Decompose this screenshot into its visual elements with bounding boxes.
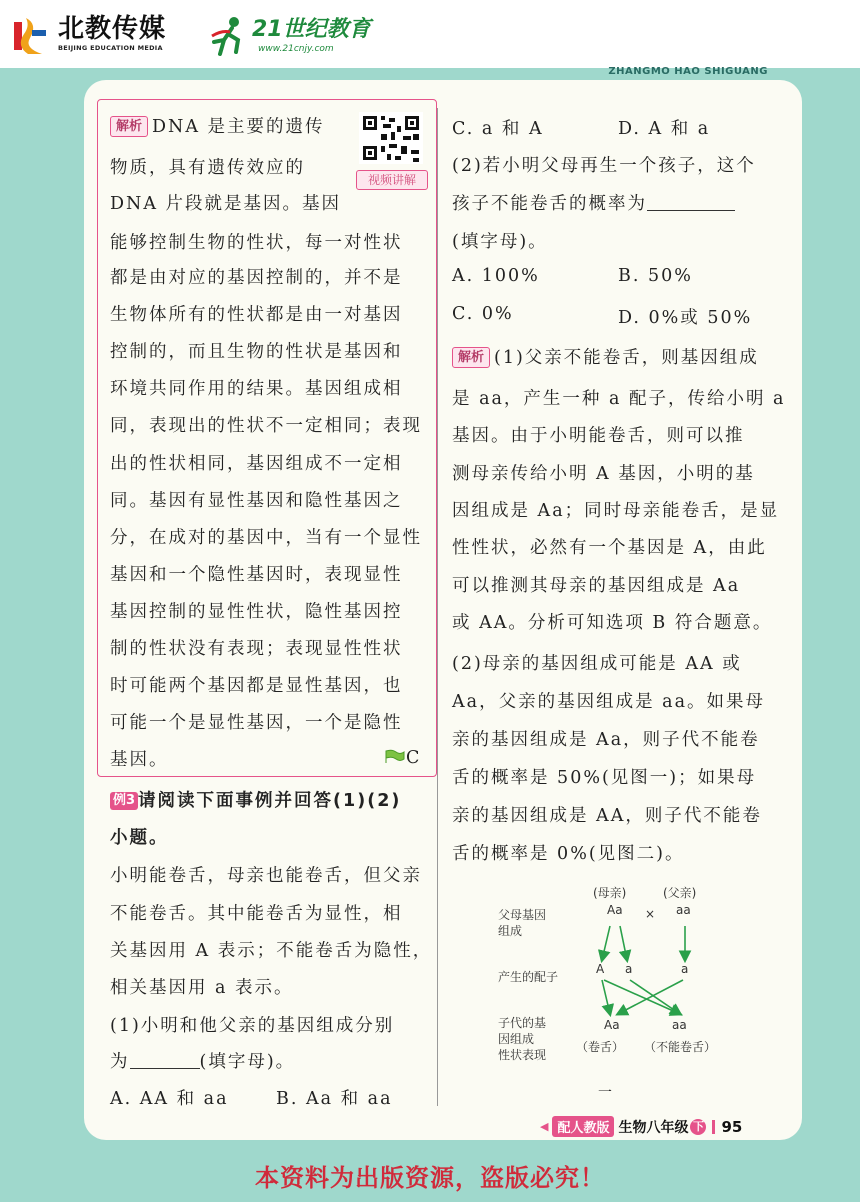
video-lecture-label[interactable]: 视频讲解 bbox=[356, 170, 428, 190]
answer-blank[interactable] bbox=[130, 1068, 200, 1069]
question1-prefix: 为 bbox=[110, 1052, 130, 1072]
row-label-trait: 性状表现 bbox=[498, 1048, 547, 1062]
analysis-line: 基因和一个隐性基因时，表现显性 bbox=[110, 565, 403, 585]
analysis-line: 舌的概率是 0%(见图二)。 bbox=[452, 844, 685, 864]
analysis-line: 测母亲传给小明 A 基因，小明的基 bbox=[452, 464, 755, 484]
analysis-line: (2)母亲的基因组成可能是 AA 或 bbox=[452, 654, 742, 674]
row-label-gametes: 产生的配子 bbox=[498, 970, 559, 984]
qr-code-icon bbox=[359, 112, 423, 164]
example-title: 请阅读下面事例并回答(1)(2) bbox=[138, 791, 402, 811]
page-number: 95 bbox=[721, 1117, 743, 1136]
arrow-left-icon: ◀ bbox=[540, 1120, 549, 1133]
analysis-line: 环境共同作用的结果。基因组成相 bbox=[110, 379, 403, 399]
answer-blank[interactable] bbox=[647, 210, 735, 211]
offspring-trait: （卷舌） bbox=[576, 1040, 625, 1054]
page-footer bbox=[540, 1116, 742, 1137]
q1-option-c: C. a 和 A bbox=[452, 119, 544, 139]
row-label-offspring-cont: 因组成 bbox=[498, 1032, 535, 1046]
flag-icon bbox=[384, 749, 406, 765]
publisher-name: 北教传媒 bbox=[58, 14, 167, 44]
analysis-line: 都是由对应的基因控制的，并不是 bbox=[110, 268, 403, 288]
question2-blank-line bbox=[452, 190, 735, 215]
analysis-line: 控制的，而且生物的性状是基因和 bbox=[110, 342, 403, 362]
analysis-line: 可能一个是显性基因，一个是隐性 bbox=[110, 713, 403, 733]
father-label: (父亲) bbox=[663, 886, 697, 900]
example-badge: 例3 bbox=[110, 792, 138, 810]
question1-line: (1)小明和他父亲的基因组成分别 bbox=[110, 1016, 395, 1036]
publisher-logo-icon bbox=[8, 14, 52, 58]
website-logo bbox=[210, 16, 371, 56]
analysis-line: 基因控制的显性性状，隐性基因控 bbox=[110, 602, 403, 622]
genetics-diagram bbox=[480, 880, 740, 1070]
example-title-line bbox=[110, 787, 401, 812]
edition-badge: 配人教版 bbox=[552, 1116, 614, 1137]
publisher-name-en: BEIJING EDUCATION MEDIA bbox=[58, 44, 163, 52]
publisher-logo bbox=[8, 14, 166, 58]
row-label-offspring: 子代的基 bbox=[498, 1016, 547, 1030]
analysis-line: 或 AA。分析可知选项 B 符合题意。 bbox=[452, 613, 773, 633]
analysis-line: 同。基因有显性基因和隐性基因之 bbox=[110, 491, 403, 511]
series-tag: ZHANGMO HAO SHIGUANG bbox=[608, 66, 768, 77]
offspring-trait: （不能卷舌） bbox=[644, 1040, 717, 1054]
analysis-line: DNA 片段就是基因。基因 bbox=[110, 194, 342, 214]
row-label-parents-cont: 组成 bbox=[498, 924, 523, 938]
gamete-recessive: a bbox=[681, 962, 689, 976]
problem-line: 不能卷舌。其中能卷舌为显性，相 bbox=[110, 904, 403, 924]
analysis-line: 因组成是 Aa；同时母亲能卷舌，是显 bbox=[452, 501, 780, 521]
analysis-line: 性性状，必然有一个基因是 A，由此 bbox=[452, 538, 767, 558]
q2-option-d: D. 0%或 50% bbox=[618, 308, 753, 328]
analysis-line: DNA 是主要的遗传 bbox=[152, 117, 325, 137]
analysis-first-line bbox=[110, 113, 325, 138]
cross-symbol: × bbox=[645, 907, 656, 921]
analysis-line: 分，在成对的基因中，当有一个显性 bbox=[110, 528, 422, 548]
question2-line: (2)若小明父母再生一个孩子，这个 bbox=[452, 156, 756, 176]
q2-option-b: B. 50% bbox=[618, 266, 693, 286]
q1-option-b: B. Aa 和 aa bbox=[276, 1089, 393, 1109]
question2-suffix: (填字母)。 bbox=[452, 232, 548, 252]
q1-option-d: D. A 和 a bbox=[618, 119, 711, 139]
problem-line: 关基因用 A 表示；不能卷舌为隐性， bbox=[110, 941, 433, 961]
analysis-line: Aa，父亲的基因组成是 aa。如果母 bbox=[452, 692, 765, 712]
figure-caption: 一 bbox=[598, 1085, 612, 1101]
top-header-bar bbox=[0, 0, 860, 68]
analysis-line: 舌的概率是 50%(见图一)；如果母 bbox=[452, 768, 757, 788]
offspring-gene: aa bbox=[672, 1018, 687, 1032]
analysis-first-line bbox=[452, 344, 759, 369]
question2-prefix: 孩子不能卷舌的概率为 bbox=[452, 194, 647, 214]
analysis-line: 亲的基因组成是 AA，则子代不能卷 bbox=[452, 806, 762, 826]
analysis-line: 是 aa，产生一种 a 配子，传给小明 a bbox=[452, 389, 786, 409]
subject-grade: 生物八年级 bbox=[618, 1119, 689, 1136]
analysis-line: 亲的基因组成是 Aa，则子代不能卷 bbox=[452, 730, 760, 750]
row-label-parents: 父母基因 bbox=[498, 908, 547, 922]
runner-icon bbox=[210, 16, 248, 56]
column-divider bbox=[437, 108, 438, 1106]
gamete-recessive: a bbox=[625, 962, 633, 976]
answer-value: C bbox=[406, 748, 420, 768]
analysis-line: (1)父亲不能卷舌，则基因组成 bbox=[494, 348, 759, 368]
answer-marker bbox=[384, 748, 419, 768]
father-gene: aa bbox=[676, 903, 691, 917]
footer-separator bbox=[712, 1120, 715, 1134]
q2-option-c: C. 0% bbox=[452, 304, 514, 324]
gamete-dominant: A bbox=[596, 962, 605, 976]
analysis-line: 同，表现出的性状不一定相同；表现 bbox=[110, 416, 422, 436]
analysis-line: 基因。 bbox=[110, 750, 169, 770]
volume-badge: 下 bbox=[690, 1119, 706, 1135]
analysis-line: 能够控制生物的性状，每一对性状 bbox=[110, 233, 403, 253]
analysis-line: 物质，具有遗传效应的 bbox=[110, 158, 305, 178]
q1-option-a: A. AA 和 aa bbox=[110, 1089, 229, 1109]
question1-suffix: (填字母)。 bbox=[199, 1052, 296, 1072]
copyright-warning: 本资料为出版资源，盗版必究！ bbox=[255, 1164, 605, 1192]
offspring-gene: Aa bbox=[604, 1018, 620, 1032]
q2-option-a: A. 100% bbox=[452, 266, 540, 286]
analysis-line: 时可能两个基因都是显性基因，也 bbox=[110, 676, 403, 696]
analysis-line: 基因。由于小明能卷舌，则可以推 bbox=[452, 426, 745, 446]
analysis-label: 解析 bbox=[110, 116, 148, 137]
problem-line: 相关基因用 a 表示。 bbox=[110, 978, 294, 998]
analysis-line: 出的性状相同，基因组成不一定相 bbox=[110, 454, 403, 474]
analysis-label: 解析 bbox=[452, 347, 490, 368]
analysis-line: 可以推测其母亲的基因组成是 Aa bbox=[452, 576, 741, 596]
mother-label: (母亲) bbox=[593, 886, 627, 900]
question1-blank-line bbox=[110, 1048, 295, 1073]
website-url: www.21cnjy.com bbox=[258, 44, 334, 54]
mother-gene: Aa bbox=[607, 903, 623, 917]
example-title-cont: 小题。 bbox=[110, 828, 169, 848]
analysis-line: 生物体所有的性状都是由一对基因 bbox=[110, 305, 403, 325]
website-logo-text: 21世纪教育 bbox=[252, 17, 371, 42]
analysis-line: 制的性状没有表现；表现显性性状 bbox=[110, 639, 403, 659]
problem-line: 小明能卷舌，母亲也能卷舌，但父亲 bbox=[110, 866, 422, 886]
